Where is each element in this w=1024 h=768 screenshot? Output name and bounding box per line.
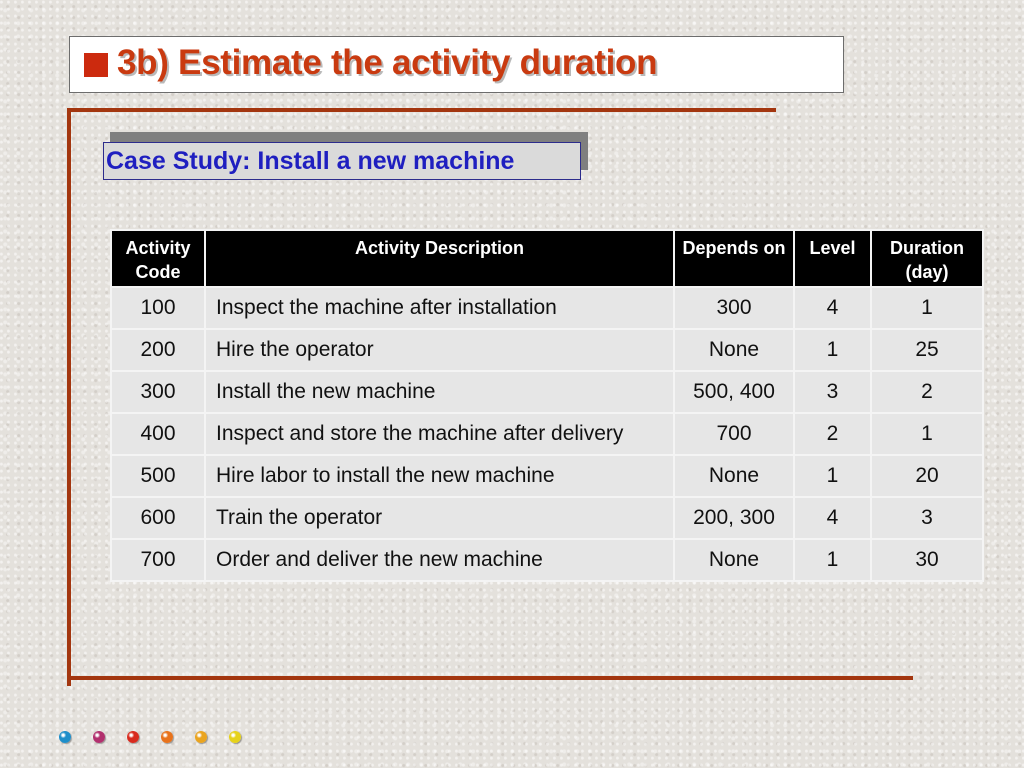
- header-depends-on: Depends on: [674, 230, 794, 287]
- case-study-label: Case Study: Install a new machine: [103, 142, 581, 180]
- cell-level: 2: [794, 413, 871, 455]
- cell-level: 4: [794, 287, 871, 329]
- cell-duration: 30: [871, 539, 983, 581]
- activity-table: [110, 229, 984, 582]
- cell-duration: 2: [871, 371, 983, 413]
- cell-activity-description: Order and deliver the new machine: [205, 539, 674, 581]
- cell-level: 1: [794, 455, 871, 497]
- frame-left-line: [67, 108, 71, 686]
- cell-depends-on: None: [674, 539, 794, 581]
- table-row: [111, 539, 983, 581]
- header-duration: Duration (day): [871, 230, 983, 287]
- cell-activity-description: Train the operator: [205, 497, 674, 539]
- cell-activity-description: Inspect the machine after installation: [205, 287, 674, 329]
- cell-depends-on: 500, 400: [674, 371, 794, 413]
- cell-depends-on: 700: [674, 413, 794, 455]
- cell-level: 1: [794, 539, 871, 581]
- frame-bottom-line: [67, 676, 913, 680]
- cell-depends-on: None: [674, 455, 794, 497]
- cell-activity-description: Hire labor to install the new machine: [205, 455, 674, 497]
- cell-activity-description: Inspect and store the machine after delivery: [205, 413, 674, 455]
- header-level: Level: [794, 230, 871, 287]
- cell-depends-on: 200, 300: [674, 497, 794, 539]
- cell-activity-description: Install the new machine: [205, 371, 674, 413]
- table-row: [111, 371, 983, 413]
- dot-icon: [229, 731, 241, 743]
- dot-icon: [161, 731, 173, 743]
- dot-icon: [127, 731, 139, 743]
- table-row: [111, 329, 983, 371]
- cell-duration: 3: [871, 497, 983, 539]
- cell-level: 1: [794, 329, 871, 371]
- table-row: [111, 455, 983, 497]
- dot-icon: [195, 731, 207, 743]
- cell-activity-code: 400: [111, 413, 205, 455]
- cell-depends-on: 300: [674, 287, 794, 329]
- cell-activity-code: 100: [111, 287, 205, 329]
- cell-duration: 25: [871, 329, 983, 371]
- cell-duration: 1: [871, 413, 983, 455]
- title-box: [69, 36, 844, 93]
- table-row: [111, 287, 983, 329]
- table-row: [111, 497, 983, 539]
- cell-level: 3: [794, 371, 871, 413]
- table-header-row: [111, 230, 983, 287]
- cell-depends-on: None: [674, 329, 794, 371]
- cell-activity-code: 200: [111, 329, 205, 371]
- square-bullet-icon: [84, 53, 108, 77]
- cell-level: 4: [794, 497, 871, 539]
- cell-activity-code: 300: [111, 371, 205, 413]
- cell-activity-code: 600: [111, 497, 205, 539]
- header-activity-description: Activity Description: [205, 230, 674, 287]
- header-activity-code: Activity Code: [111, 230, 205, 287]
- cell-duration: 1: [871, 287, 983, 329]
- dot-icon: [93, 731, 105, 743]
- cell-activity-code: 500: [111, 455, 205, 497]
- cell-activity-description: Hire the operator: [205, 329, 674, 371]
- cell-duration: 20: [871, 455, 983, 497]
- dot-icon: [59, 731, 71, 743]
- frame-top-line: [67, 108, 776, 112]
- cell-activity-code: 700: [111, 539, 205, 581]
- table-row: [111, 413, 983, 455]
- slide-title: 3b) Estimate the activity duration: [117, 43, 658, 82]
